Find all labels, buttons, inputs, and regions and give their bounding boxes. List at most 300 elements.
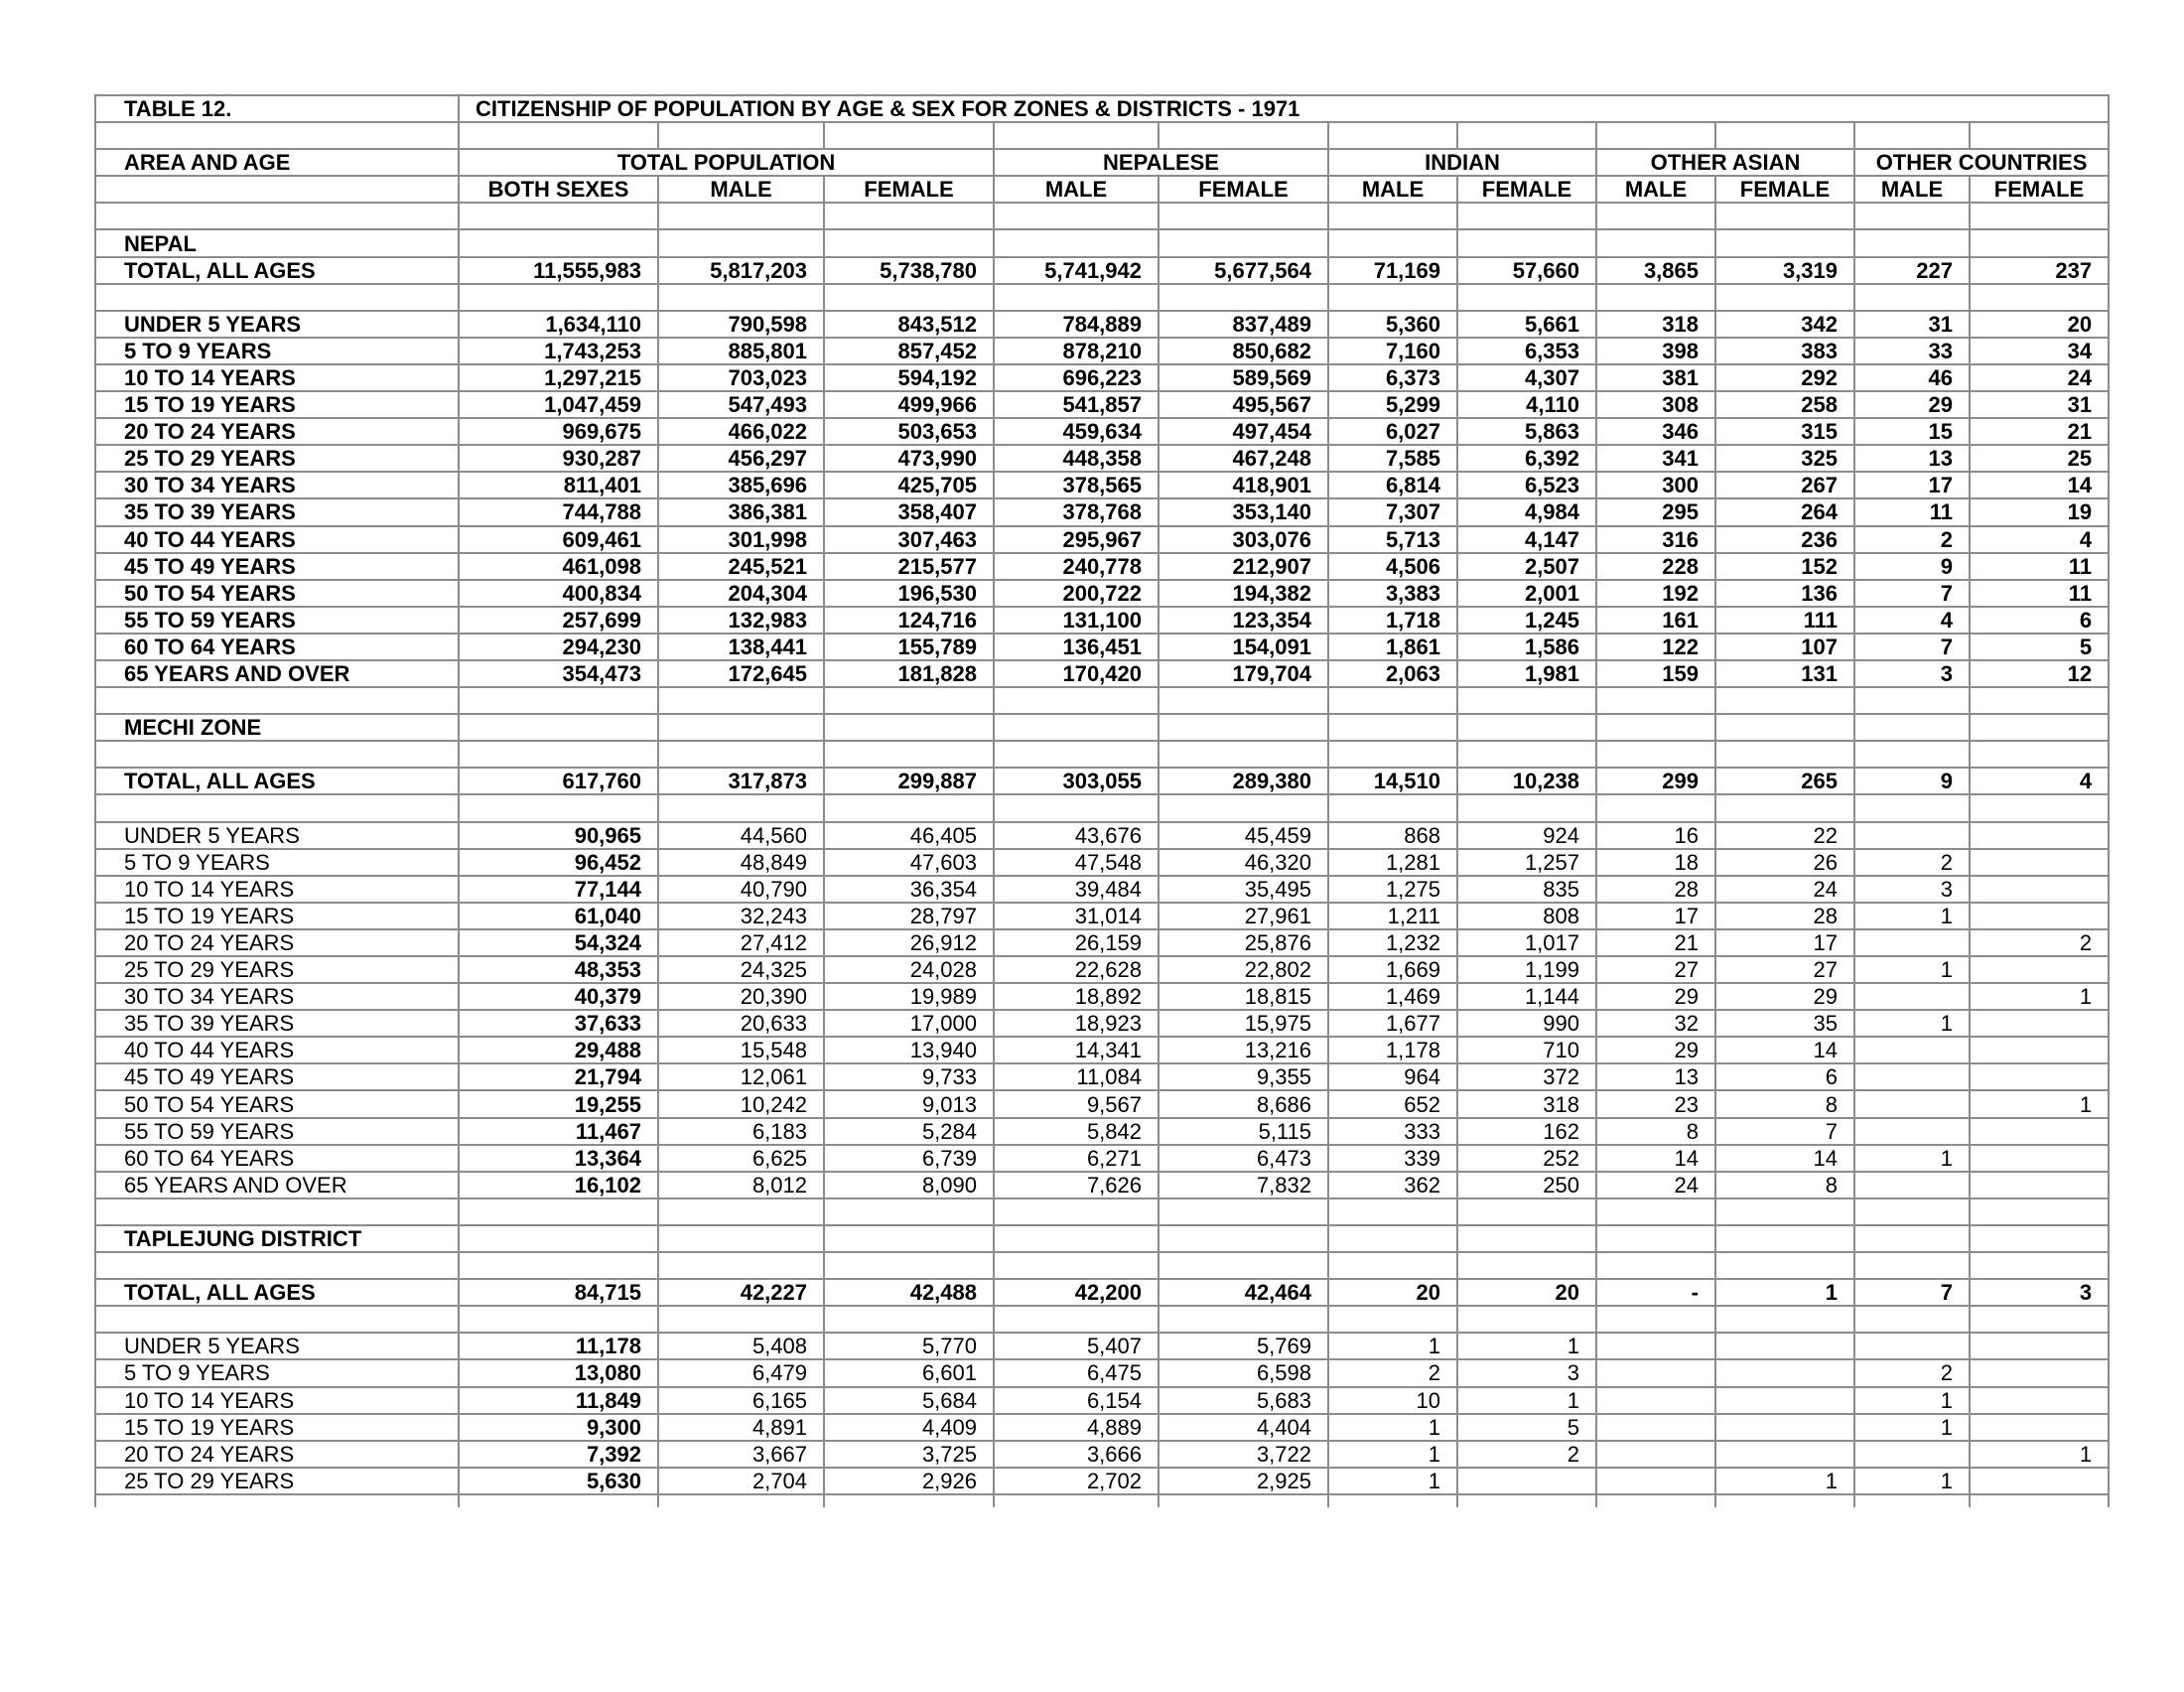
value-cell: 354,473	[459, 660, 658, 687]
section-title: MECHI ZONE	[95, 714, 459, 741]
age-label: 25 TO 29 YEARS	[95, 956, 459, 983]
empty-cell	[1159, 122, 1328, 149]
column-header: FEMALE	[1159, 176, 1328, 203]
value-cell: 36,354	[824, 876, 994, 903]
section-title: TAPLEJUNG DISTRICT	[95, 1225, 459, 1252]
empty-cell	[1596, 794, 1715, 821]
empty-cell	[1328, 794, 1457, 821]
value-cell: 5,299	[1328, 391, 1457, 418]
value-cell: 228	[1596, 553, 1715, 580]
value-cell	[1854, 1333, 1970, 1359]
row-label: TOTAL, ALL AGES	[95, 1279, 459, 1306]
value-cell: 885,801	[658, 338, 824, 364]
value-cell: 10,238	[1457, 768, 1596, 794]
value-cell: 5,684	[824, 1387, 994, 1414]
row-label: TOTAL, ALL AGES	[95, 768, 459, 794]
empty-cell	[1328, 1225, 1457, 1252]
age-row	[95, 660, 2109, 687]
empty-cell	[1854, 122, 1970, 149]
value-cell: 924	[1457, 822, 1596, 849]
value-cell: 503,653	[824, 418, 994, 445]
value-cell: 35,495	[1159, 876, 1328, 903]
value-cell: 299,887	[824, 768, 994, 794]
value-cell: 26	[1715, 849, 1854, 876]
age-label: UNDER 5 YEARS	[95, 311, 459, 338]
value-cell: 710	[1457, 1037, 1596, 1063]
value-cell: 34	[1970, 338, 2109, 364]
value-cell: 21	[1970, 418, 2109, 445]
value-cell: 13	[1854, 445, 1970, 472]
table-number: TABLE 12.	[95, 95, 459, 122]
group-header-total-population: TOTAL POPULATION	[459, 149, 994, 176]
empty-cell	[658, 1306, 824, 1333]
empty-cell	[1715, 687, 1854, 714]
empty-cell	[658, 284, 824, 311]
age-row	[95, 956, 2109, 983]
value-cell: 33	[1854, 338, 1970, 364]
value-cell: 497,454	[1159, 418, 1328, 445]
value-cell: 5,661	[1457, 311, 1596, 338]
empty-cell	[1854, 687, 1970, 714]
value-cell: 4	[1970, 768, 2109, 794]
blank-row	[95, 794, 2109, 821]
value-cell: 29	[1715, 983, 1854, 1010]
blank-row	[95, 122, 2109, 149]
age-row	[95, 1359, 2109, 1386]
value-cell: 9	[1854, 768, 1970, 794]
value-cell: 456,297	[658, 445, 824, 472]
value-cell: 29,488	[459, 1037, 658, 1063]
value-cell: 1	[1328, 1333, 1457, 1359]
value-cell: 54,324	[459, 929, 658, 956]
value-cell: 122	[1596, 634, 1715, 660]
empty-cell	[994, 122, 1159, 149]
value-cell: 152	[1715, 553, 1854, 580]
value-cell: 18	[1596, 849, 1715, 876]
value-cell: 790,598	[658, 311, 824, 338]
value-cell: 111	[1715, 607, 1854, 634]
empty-cell	[459, 122, 658, 149]
empty-cell	[1970, 203, 2109, 229]
value-cell: 172,645	[658, 660, 824, 687]
empty-cell	[658, 1252, 824, 1279]
value-cell: 499,966	[824, 391, 994, 418]
value-cell: 204,304	[658, 580, 824, 607]
value-cell: 28	[1596, 876, 1715, 903]
group-header-other-countries: OTHER COUNTRIES	[1854, 149, 2109, 176]
value-cell: 44,560	[658, 822, 824, 849]
value-cell: 1	[1457, 1387, 1596, 1414]
value-cell: 9	[1854, 553, 1970, 580]
empty-cell	[994, 794, 1159, 821]
empty-cell	[1328, 284, 1457, 311]
empty-cell	[1715, 1225, 1854, 1252]
value-cell: 27	[1715, 956, 1854, 983]
value-cell: 1,743,253	[459, 338, 658, 364]
column-header: MALE	[994, 176, 1159, 203]
empty-cell	[1457, 794, 1596, 821]
empty-cell	[824, 1306, 994, 1333]
empty-cell	[1715, 714, 1854, 741]
empty-cell	[1970, 714, 2109, 741]
value-cell: 107	[1715, 634, 1854, 660]
empty-cell	[1854, 794, 1970, 821]
value-cell: 1,275	[1328, 876, 1457, 903]
value-cell: 19,255	[459, 1090, 658, 1117]
empty-cell	[1596, 284, 1715, 311]
value-cell: 383	[1715, 338, 1854, 364]
value-cell: 131	[1715, 660, 1854, 687]
blank-row	[95, 1252, 2109, 1279]
value-cell: 17,000	[824, 1010, 994, 1037]
empty-cell	[658, 203, 824, 229]
value-cell: 1,178	[1328, 1037, 1457, 1063]
partial-row	[95, 1494, 2109, 1507]
value-cell: 617,760	[459, 768, 658, 794]
value-cell: 5,769	[1159, 1333, 1328, 1359]
empty-cell	[1970, 1225, 2109, 1252]
value-cell: 1,634,110	[459, 311, 658, 338]
empty-cell	[1328, 1306, 1457, 1333]
empty-cell	[1457, 741, 1596, 768]
title-row	[95, 95, 2109, 122]
value-cell: 25	[1970, 445, 2109, 472]
value-cell: 21,794	[459, 1063, 658, 1090]
empty-cell	[1854, 1225, 1970, 1252]
value-cell: 26,159	[994, 929, 1159, 956]
citizenship-table	[94, 94, 2110, 1507]
value-cell: 29	[1596, 1037, 1715, 1063]
value-cell: 11	[1854, 498, 1970, 525]
value-cell: 1,586	[1457, 634, 1596, 660]
value-cell: 6	[1970, 607, 2109, 634]
value-cell: 1	[1854, 1145, 1970, 1172]
value-cell: 8,012	[658, 1172, 824, 1198]
value-cell: 2	[1457, 1441, 1596, 1468]
value-cell: 252	[1457, 1145, 1596, 1172]
value-cell: 14	[1970, 472, 2109, 498]
value-cell: 299	[1596, 768, 1715, 794]
value-cell: 5	[1457, 1414, 1596, 1441]
value-cell: 8	[1715, 1172, 1854, 1198]
value-cell	[1854, 1037, 1970, 1063]
empty-cell	[459, 229, 658, 256]
age-row	[95, 849, 2109, 876]
age-label: 5 TO 9 YEARS	[95, 1359, 459, 1386]
value-cell: 5,738,780	[824, 257, 994, 284]
value-cell: 333	[1328, 1118, 1457, 1145]
value-cell: 237	[1970, 257, 2109, 284]
value-cell: 7	[1854, 634, 1970, 660]
empty-cell	[1159, 1252, 1328, 1279]
value-cell: 6,027	[1328, 418, 1457, 445]
value-cell	[1970, 1468, 2109, 1494]
value-cell: 9,013	[824, 1090, 994, 1117]
value-cell: 31	[1970, 391, 2109, 418]
empty-cell	[1715, 203, 1854, 229]
age-label: UNDER 5 YEARS	[95, 1333, 459, 1359]
group-header-other-asian: OTHER ASIAN	[1596, 149, 1854, 176]
value-cell: 11	[1970, 553, 2109, 580]
value-cell: 7,585	[1328, 445, 1457, 472]
value-cell: 123,354	[1159, 607, 1328, 634]
value-cell: 6,183	[658, 1118, 824, 1145]
value-cell: 5	[1970, 634, 2109, 660]
value-cell: 42,488	[824, 1279, 994, 1306]
value-cell: 6,154	[994, 1387, 1159, 1414]
empty-cell	[1715, 1494, 1854, 1507]
age-row	[95, 1118, 2109, 1145]
empty-cell	[994, 741, 1159, 768]
value-cell: 318	[1596, 311, 1715, 338]
empty-cell	[95, 203, 459, 229]
empty-cell	[1715, 122, 1854, 149]
empty-cell	[1328, 229, 1457, 256]
value-cell: 1	[1854, 1010, 1970, 1037]
value-cell: 250	[1457, 1172, 1596, 1198]
value-cell: 32,243	[658, 903, 824, 929]
value-cell: 316	[1596, 526, 1715, 553]
section-title: NEPAL	[95, 229, 459, 256]
value-cell: 20,390	[658, 983, 824, 1010]
age-label: 5 TO 9 YEARS	[95, 338, 459, 364]
value-cell: 307,463	[824, 526, 994, 553]
value-cell	[1854, 929, 1970, 956]
value-cell: 46,320	[1159, 849, 1328, 876]
value-cell: 11,084	[994, 1063, 1159, 1090]
value-cell: 303,076	[1159, 526, 1328, 553]
age-label: 35 TO 39 YEARS	[95, 498, 459, 525]
empty-cell	[1970, 741, 2109, 768]
empty-cell	[994, 687, 1159, 714]
empty-cell	[95, 687, 459, 714]
value-cell: 5,407	[994, 1333, 1159, 1359]
column-header: BOTH SEXES	[459, 176, 658, 203]
empty-cell	[95, 1252, 459, 1279]
empty-cell	[824, 714, 994, 741]
value-cell	[1854, 1441, 1970, 1468]
age-label: 15 TO 19 YEARS	[95, 903, 459, 929]
value-cell: 5,842	[994, 1118, 1159, 1145]
census-table-sheet	[94, 94, 2108, 1507]
blank-row	[95, 1306, 2109, 1333]
value-cell	[1596, 1333, 1715, 1359]
empty-cell	[95, 1494, 459, 1507]
value-cell: 17	[1596, 903, 1715, 929]
empty-cell	[1596, 1252, 1715, 1279]
value-cell: 1,981	[1457, 660, 1596, 687]
age-row	[95, 1010, 2109, 1037]
value-cell: 19,989	[824, 983, 994, 1010]
value-cell: 2	[1328, 1359, 1457, 1386]
empty-cell	[1715, 284, 1854, 311]
age-label: 10 TO 14 YEARS	[95, 1387, 459, 1414]
value-cell: 20	[1457, 1279, 1596, 1306]
value-cell: 372	[1457, 1063, 1596, 1090]
value-cell: 162	[1457, 1118, 1596, 1145]
value-cell: 11,555,983	[459, 257, 658, 284]
value-cell: 6,479	[658, 1359, 824, 1386]
value-cell	[1596, 1441, 1715, 1468]
value-cell: 6,373	[1328, 364, 1457, 391]
value-cell: 589,569	[1159, 364, 1328, 391]
age-label: 50 TO 54 YEARS	[95, 1090, 459, 1117]
age-label: UNDER 5 YEARS	[95, 822, 459, 849]
value-cell: 10,242	[658, 1090, 824, 1117]
age-row	[95, 1441, 2109, 1468]
age-row	[95, 580, 2109, 607]
age-label: 30 TO 34 YEARS	[95, 472, 459, 498]
empty-cell	[1328, 741, 1457, 768]
value-cell: 257,699	[459, 607, 658, 634]
value-cell: 29	[1596, 983, 1715, 1010]
value-cell: 11	[1970, 580, 2109, 607]
value-cell: 3	[1970, 1279, 2109, 1306]
value-cell: 301,998	[658, 526, 824, 553]
empty-cell	[658, 1225, 824, 1252]
value-cell: 46,405	[824, 822, 994, 849]
value-cell: 594,192	[824, 364, 994, 391]
value-cell	[1715, 1441, 1854, 1468]
value-cell: 4,409	[824, 1414, 994, 1441]
empty-cell	[1457, 1494, 1596, 1507]
value-cell: 3,865	[1596, 257, 1715, 284]
empty-cell	[1596, 229, 1715, 256]
age-row	[95, 634, 2109, 660]
empty-cell	[1715, 794, 1854, 821]
empty-cell	[658, 122, 824, 149]
value-cell: 1,257	[1457, 849, 1596, 876]
value-cell: 1	[1328, 1414, 1457, 1441]
group-header-row	[95, 149, 2109, 176]
value-cell: 930,287	[459, 445, 658, 472]
value-cell: 1,047,459	[459, 391, 658, 418]
value-cell: 990	[1457, 1010, 1596, 1037]
age-label: 10 TO 14 YEARS	[95, 364, 459, 391]
empty-cell	[1970, 284, 2109, 311]
empty-cell	[1159, 1198, 1328, 1225]
empty-cell	[95, 794, 459, 821]
empty-cell	[95, 1198, 459, 1225]
value-cell: 13	[1596, 1063, 1715, 1090]
empty-cell	[1854, 741, 1970, 768]
empty-cell	[1854, 714, 1970, 741]
value-cell	[1715, 1333, 1854, 1359]
value-cell: 6,271	[994, 1145, 1159, 1172]
value-cell: 18,923	[994, 1010, 1159, 1037]
age-row	[95, 364, 2109, 391]
value-cell: 2	[1854, 849, 1970, 876]
value-cell: 837,489	[1159, 311, 1328, 338]
value-cell: 1	[1715, 1468, 1854, 1494]
age-row	[95, 1468, 2109, 1494]
value-cell: 2,925	[1159, 1468, 1328, 1494]
value-cell: 4,307	[1457, 364, 1596, 391]
empty-cell	[824, 741, 994, 768]
value-cell: 37,633	[459, 1010, 658, 1037]
value-cell	[1970, 876, 2109, 903]
value-cell: 42,464	[1159, 1279, 1328, 1306]
value-cell: 2,507	[1457, 553, 1596, 580]
empty-cell	[994, 1198, 1159, 1225]
empty-cell	[658, 229, 824, 256]
value-cell: 138,441	[658, 634, 824, 660]
empty-cell	[1854, 229, 1970, 256]
age-label: 10 TO 14 YEARS	[95, 876, 459, 903]
value-cell: 6,625	[658, 1145, 824, 1172]
empty-cell	[824, 122, 994, 149]
value-cell: 868	[1328, 822, 1457, 849]
empty-cell	[459, 714, 658, 741]
empty-cell	[459, 1198, 658, 1225]
value-cell: 292	[1715, 364, 1854, 391]
value-cell: 16	[1596, 822, 1715, 849]
empty-cell	[994, 1494, 1159, 1507]
value-cell: 12,061	[658, 1063, 824, 1090]
column-header: MALE	[658, 176, 824, 203]
empty-cell	[1970, 687, 2109, 714]
value-cell: 2,704	[658, 1468, 824, 1494]
column-header: FEMALE	[1457, 176, 1596, 203]
value-cell: 2	[1854, 526, 1970, 553]
value-cell: 378,768	[994, 498, 1159, 525]
empty-cell	[1457, 714, 1596, 741]
value-cell: 459,634	[994, 418, 1159, 445]
value-cell: 1,861	[1328, 634, 1457, 660]
value-cell: 14,510	[1328, 768, 1457, 794]
empty-cell	[1328, 714, 1457, 741]
age-label: 60 TO 64 YEARS	[95, 634, 459, 660]
age-row	[95, 391, 2109, 418]
empty-cell	[1457, 1198, 1596, 1225]
value-cell: 8,686	[1159, 1090, 1328, 1117]
empty-cell	[459, 794, 658, 821]
value-cell	[1715, 1414, 1854, 1441]
value-cell: 850,682	[1159, 338, 1328, 364]
value-cell: 215,577	[824, 553, 994, 580]
empty-cell	[1854, 1252, 1970, 1279]
empty-cell	[994, 203, 1159, 229]
empty-cell	[1159, 687, 1328, 714]
age-label: 15 TO 19 YEARS	[95, 1414, 459, 1441]
empty-cell	[459, 1306, 658, 1333]
value-cell: 541,857	[994, 391, 1159, 418]
value-cell	[1970, 1387, 2109, 1414]
value-cell: 1	[1328, 1468, 1457, 1494]
value-cell: 20	[1328, 1279, 1457, 1306]
empty-cell	[658, 1198, 824, 1225]
age-row	[95, 311, 2109, 338]
age-row	[95, 472, 2109, 498]
age-row	[95, 498, 2109, 525]
value-cell: 547,493	[658, 391, 824, 418]
value-cell: 5,677,564	[1159, 257, 1328, 284]
empty-cell	[1159, 1494, 1328, 1507]
value-cell: 1,469	[1328, 983, 1457, 1010]
value-cell: 289,380	[1159, 768, 1328, 794]
value-cell	[1970, 849, 2109, 876]
empty-cell	[1596, 1198, 1715, 1225]
value-cell	[1596, 1414, 1715, 1441]
value-cell: 386,381	[658, 498, 824, 525]
empty-cell	[658, 687, 824, 714]
empty-cell	[1970, 794, 2109, 821]
total-row	[95, 1279, 2109, 1306]
value-cell: 42,227	[658, 1279, 824, 1306]
value-cell	[1596, 1387, 1715, 1414]
value-cell: 22,802	[1159, 956, 1328, 983]
value-cell: 4,147	[1457, 526, 1596, 553]
